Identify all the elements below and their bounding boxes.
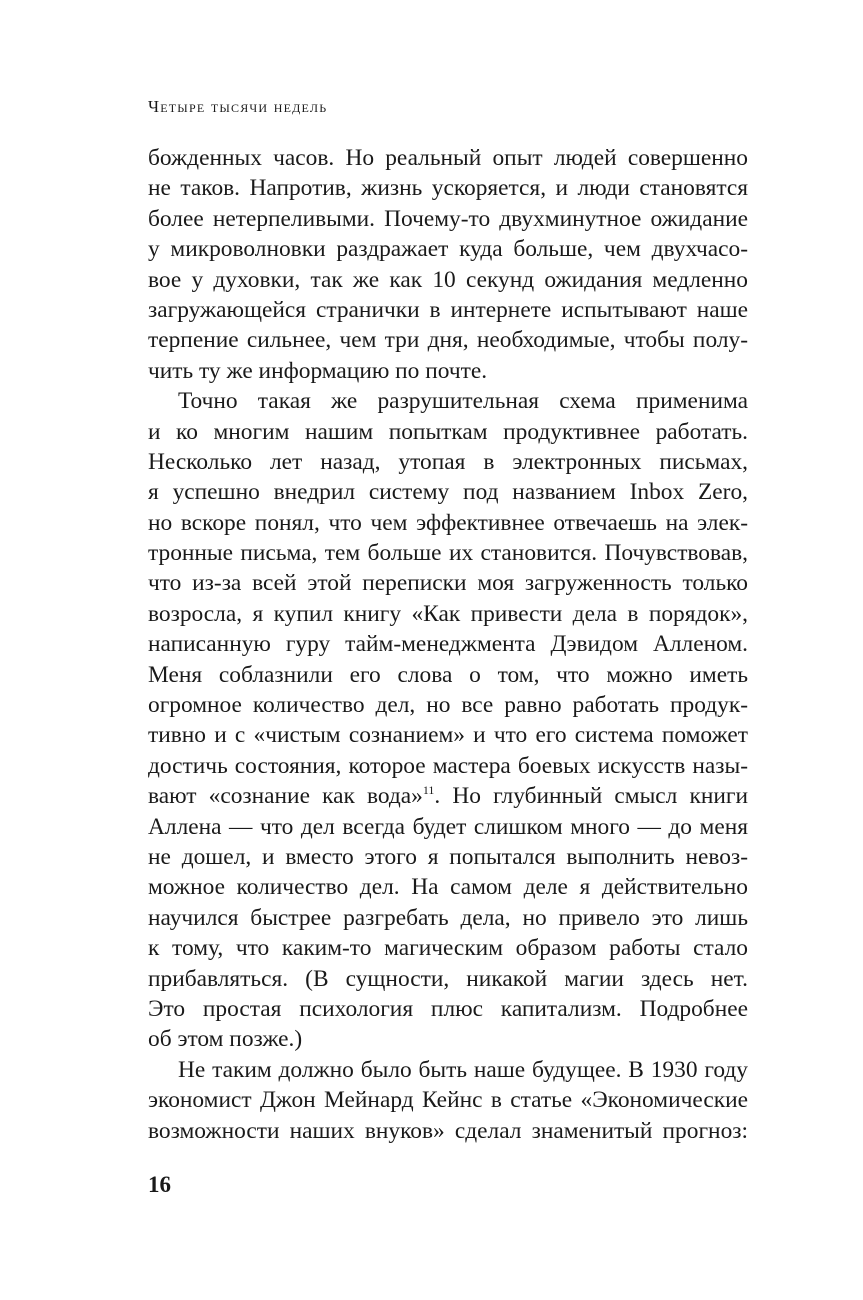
text-line: можное количество дел. На самом деле я действительно (148, 874, 748, 901)
text-line: возросла, я купил книгу «Как привести дела в порядок», (148, 600, 748, 627)
text-line: тронные письма, тем больше их становится. Почувствовав, (148, 540, 748, 567)
text-line: об этом позже.) (148, 1026, 303, 1053)
text-line: чить ту же информацию по почте. (148, 357, 488, 384)
text-line: и ко многим нашим попыткам продуктивнее работать. (148, 418, 748, 445)
text-line: более нетерпеливыми. Почему-то двухминутное ожидание (148, 205, 748, 232)
running-head: Четыре тысячи недель (148, 97, 328, 116)
text-line: огромное количество дел, но все равно работать продук- (148, 692, 748, 719)
text-line: у микроволновки раздражает куда больше, чем двухчасо- (148, 236, 748, 263)
text-line: не дошел, и вместо этого я попытался выполнить невоз- (148, 843, 748, 870)
text-line: к тому, что каким-то магическим образом работы стало (148, 935, 748, 962)
text-line: Несколько лет назад, утопая в электронных письмах, (148, 448, 748, 475)
text-line: возможности наших внуков» сделал знаменитый прогноз: (148, 1117, 748, 1144)
text-line: но вскоре понял, что чем эффективнее отвечаешь на элек- (148, 509, 748, 536)
text-line: я успешно внедрил систему под названием Inbox Zero, (148, 479, 748, 506)
page-number: 16 (148, 1172, 171, 1197)
footnote-reference[interactable]: 11 (422, 783, 435, 798)
text-line: экономист Джон Мейнард Кейнс в статье «Экономические (148, 1087, 748, 1114)
text-line: терпение сильнее, чем три дня, необходимые, чтобы полу- (148, 327, 748, 354)
text-line: прибавляться. (В сущности, никакой магии здесь нет. (148, 965, 748, 992)
text-line: написанную гуру тайм-менеджмента Дэвидом Алленом. (148, 631, 748, 658)
text-line: Меня соблазнили его слова о том, что можно иметь (148, 661, 748, 688)
body-text (148, 143, 748, 1146)
text-line-with-footnote (148, 781, 748, 811)
text-line: загружающейся странички в интернете испытывают наше (148, 296, 748, 323)
text-line: научился быстрее разгребать дела, но привело это лишь (148, 904, 748, 931)
text-line: Это простая психология плюс капитализм. Подробнее (148, 995, 748, 1022)
text-line: тивно и с «чистым сознанием» и что его система поможет (148, 722, 748, 749)
text-line: Не таким должно было быть наше будущее. В 1930 году (178, 1056, 748, 1083)
text-fragment: . Но глубинный смысл книги (434, 783, 748, 810)
text-line: вое у духовки, так же как 10 секунд ожидания медленно (148, 266, 748, 293)
paragraph-1 (148, 143, 748, 386)
text-line: божденных часов. Но реальный опыт людей совершенно (148, 145, 748, 171)
text-line: достичь состояния, которое мастера боевых искусств назы- (148, 752, 748, 779)
text-line: Точно такая же разрушительная схема применима (178, 388, 748, 415)
text-line: что из-за всей этой переписки моя загруженность только (148, 570, 748, 597)
paragraph-3 (148, 1055, 748, 1146)
text-line: Аллена — что дел всегда будет слишком много — до меня (148, 813, 748, 840)
paragraph-2 (148, 386, 748, 1055)
text-fragment: вают «сознание как вода» (148, 783, 423, 810)
text-line: не таков. Напротив, жизнь ускоряется, и люди становятся (148, 175, 748, 202)
